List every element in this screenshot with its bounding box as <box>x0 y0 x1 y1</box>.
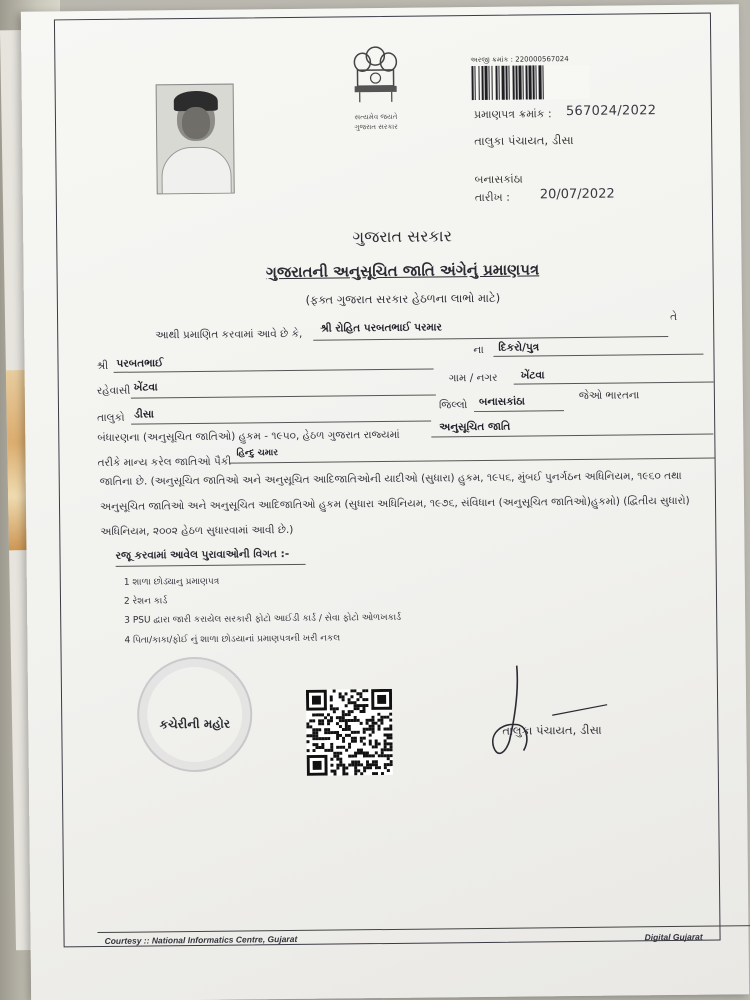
underline <box>131 421 431 425</box>
india-text: જેઓ ભારતના <box>578 389 640 402</box>
resident-label: રહેવાસી <box>96 384 131 398</box>
underline <box>131 394 436 398</box>
caste-name: હિન્દુ ચમાર <box>236 448 279 459</box>
emblem-caption <box>324 112 428 133</box>
constitution-text: બંધારણના (અનુસૂચિત જાતિઓ) હુકમ - ૧૯૫૦, હેઠળ ગુજરાત રાજ્યમાં <box>97 428 400 445</box>
state-emblem-icon <box>345 42 406 113</box>
legal-paragraph: જાતિના છે. (અનુસૂચિત જાતિઓ અને અનુસૂચિત આદિજાતિઓની યાદીઓ (સુધારા) હુકમ, ૧૯૫૬, મુંબઈ પુનર્ગઠન અધિનિયમ, ૧૯૬૦ તથા અનુસૂચિત જાતિઓ અને અનુસૂચિત આદિજાતિઓ હુકમ (સુધારા અધિનિયમ, ૧૯૭૬, સંવિધાન (અનુસૂચિત જાતિઓ)હુકમો) (દ્વિતીય સુધારો) અધિનિયમ, ૨૦૦૨ હેઠળ સુધારવામાં આવી છે.) <box>99 469 690 538</box>
barcode <box>471 65 589 100</box>
issuing-office: તાલુકા પંચાયત, ડીસા <box>474 133 574 149</box>
issue-date: 20/07/2022 <box>539 186 615 203</box>
certificate-page <box>21 4 749 1000</box>
certificate-number-label: પ્રમાણપત્ર ક્રમાંક : <box>473 107 552 122</box>
taluka-value: ડીસા <box>133 408 154 421</box>
certify-text: આથી પ્રમાણિત કરવામાં આવે છે કે, <box>155 327 303 342</box>
caste-category: અનુસૂચિત જાતિ <box>439 420 511 434</box>
digital-gujarat-brand: Digital Gujarat <box>644 931 703 943</box>
date-label: તારીખ : <box>474 190 510 205</box>
issuing-district: બનાસકાંઠા <box>474 172 523 187</box>
document-item: 3 PSU દ્વારા જારી કરાયેલ સરકારી ફોટો આઈડી કાર્ડ / સેવા ફોટો ઓળખકાર્ડ <box>124 612 402 626</box>
underline <box>230 458 715 464</box>
taluka-label: તાલુકો <box>97 411 125 425</box>
applicant-photo <box>156 84 235 195</box>
underline <box>313 336 668 341</box>
emblem-motto: સત્યમેવ જયતે <box>354 112 398 122</box>
document-item: 2 રેશન કાર્ડ <box>123 596 168 607</box>
documents-title: રજૂ કરવામાં આવેલ પુરાવાઓની વિગત :- <box>115 548 290 562</box>
document-item: 1 શાળા છોડ્યાનુ પ્રમાણપત્ર <box>123 576 220 588</box>
na-text: ના <box>473 343 484 357</box>
relation: દિકરો/પુત્ર <box>498 341 540 354</box>
certificate-frame <box>54 13 721 948</box>
te-text: તે <box>670 310 678 324</box>
resident-value: ખેંટવા <box>133 381 158 394</box>
signature <box>457 660 618 762</box>
qr-code <box>306 689 393 776</box>
certificate-subtitle: (ફક્ત ગુજરાત સરકાર હેઠળના લાભો માટે) <box>305 290 501 307</box>
shri-label: શ્રી <box>96 359 109 373</box>
document-item: 4 પિતા/કાકા/ફોઈ નું શાળા છોડયાનાં પ્રમાણપત્રની ખરી નકલ <box>124 633 341 646</box>
village-label: ગામ / નગર <box>448 371 498 385</box>
district-value: બનાસકાંઠા <box>478 395 526 409</box>
courtesy-text: Courtesy :: National Informatics Centre, Gujarat <box>104 933 298 946</box>
district-label: જિલ્લો <box>438 399 468 412</box>
applicant-name: શ્રી રોહિત પરબતભાઈ પરમાર <box>320 321 442 335</box>
village-value: ખેંટવા <box>520 369 545 382</box>
office-seal-label: કચેરીની મહોર <box>159 716 231 732</box>
certificate-number: 567024/2022 <box>565 103 657 120</box>
father-name: પરબતભાઈ <box>116 357 164 370</box>
signatory-office: તાલુકા પંચાયત, ડીસા <box>502 722 602 738</box>
underline <box>116 564 306 567</box>
underline <box>474 410 564 412</box>
government-heading: ગુજરાત સરકાર <box>352 226 453 247</box>
emblem-government: ગુજરાત સરકાર <box>354 122 398 132</box>
office-seal-stamp <box>137 656 253 772</box>
application-number: અરજી ક્રમાંક : 220000567024 <box>470 55 569 65</box>
underline <box>431 434 713 438</box>
certificate-title: ગુજરાતની અનુસૂચિત જાતિ અંગેનું પ્રમાણપત્ર <box>265 260 540 282</box>
recognized-text: તરીકે માન્ય કરેલ જાતિઓ પૈકી <box>97 455 232 470</box>
